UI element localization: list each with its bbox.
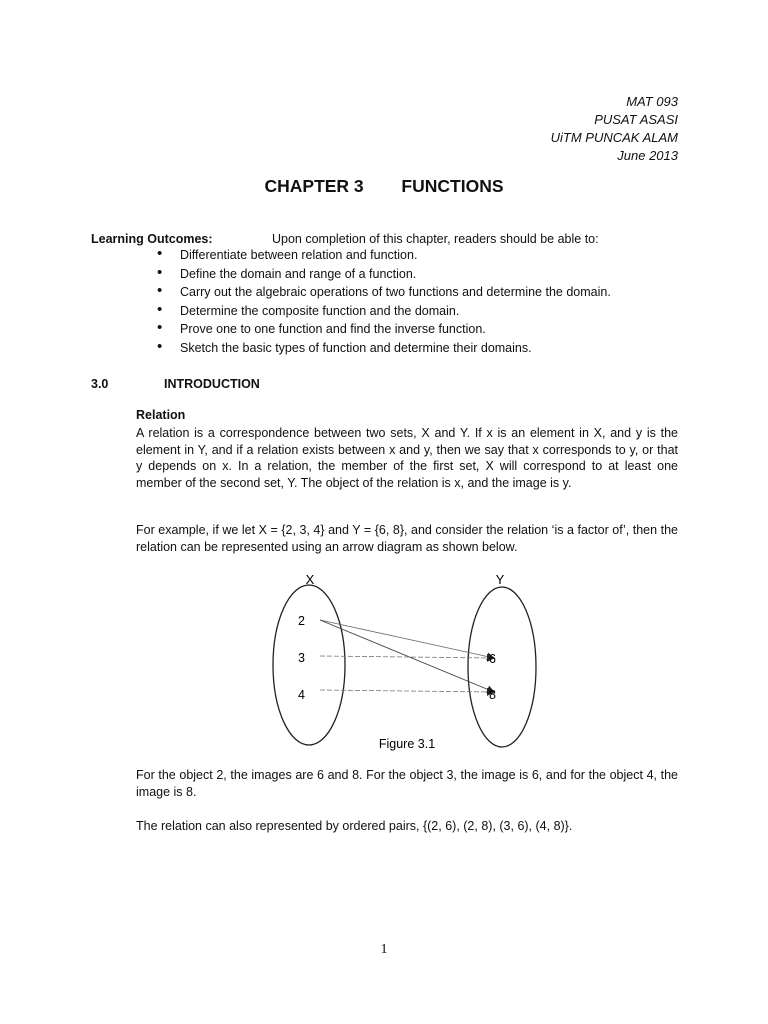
chapter-number: CHAPTER 3 (264, 176, 364, 196)
learning-outcomes-list (137, 246, 611, 358)
document-date: June 2013 (617, 148, 678, 163)
paragraph-ordered-pairs: The relation can also represented by ordered pairs, {(2, 6), (2, 8), (3, 6), (4, 8)}. (136, 819, 573, 833)
outcome-item: • Sketch the basic types of function and determine their domains. (137, 339, 611, 358)
learning-outcomes-intro (91, 232, 599, 246)
document-header (551, 93, 678, 165)
center-name: PUSAT ASASI (594, 112, 678, 127)
figure-caption: Figure 3.1 (378, 737, 436, 751)
set-x-label: X (305, 572, 315, 587)
chapter-name: FUNCTIONS (401, 176, 504, 196)
section-number: 3.0 (91, 377, 109, 391)
paragraph-relation-definition: A relation is a correspondence between two sets, X and Y. If x is an element in X, and y is the element in Y, and if a relation exists between x and y, then we say that x corresponds to y, or that y depends on x. In a relation, the member of the first set, X will correspond to at least one member of the second set, Y. The object of the relation is x, and the image is y. (136, 426, 678, 491)
outcome-item: • Determine the composite function and the domain. (137, 302, 611, 321)
arrow-2-to-6 (320, 620, 494, 658)
set-y-ellipse (468, 587, 536, 747)
outcome-item: • Define the domain and range of a function. (137, 265, 611, 284)
arrow-diagram (250, 568, 550, 758)
set-x-ellipse (273, 585, 345, 745)
domain-element: 2 (298, 614, 305, 628)
subheading-relation: Relation (136, 408, 186, 422)
domain-element: 4 (298, 688, 305, 702)
course-code: MAT 093 (626, 94, 678, 109)
outcome-item: • Differentiate between relation and function. (137, 246, 611, 265)
page-number: 1 (380, 942, 388, 957)
paragraph-images: For the object 2, the images are 6 and 8. For the object 3, the image is 6, and for the object 4, the image is 8. (136, 768, 678, 799)
chapter-title (0, 176, 768, 197)
paragraph-example: For example, if we let X = {2, 3, 4} and Y = {6, 8}, and consider the relation ‘is a factor of’, then the relation can be represented using an arrow diagram as shown below. (136, 523, 678, 554)
codomain-element: 8 (489, 688, 496, 702)
domain-element: 3 (298, 651, 305, 665)
learning-outcomes-text: Upon completion of this chapter, readers should be able to: (272, 232, 599, 246)
arrow-4-to-8 (320, 690, 494, 692)
outcome-item: • Prove one to one function and find the inverse function. (137, 320, 611, 339)
learning-outcomes-label: Learning Outcomes: (91, 232, 213, 246)
section-title: INTRODUCTION (164, 377, 260, 391)
set-y-label: Y (495, 572, 505, 587)
outcome-item: • Carry out the algebraic operations of two functions and determine the domain. (137, 283, 611, 302)
campus-name: UiTM PUNCAK ALAM (550, 130, 678, 145)
codomain-element: 6 (489, 652, 496, 666)
